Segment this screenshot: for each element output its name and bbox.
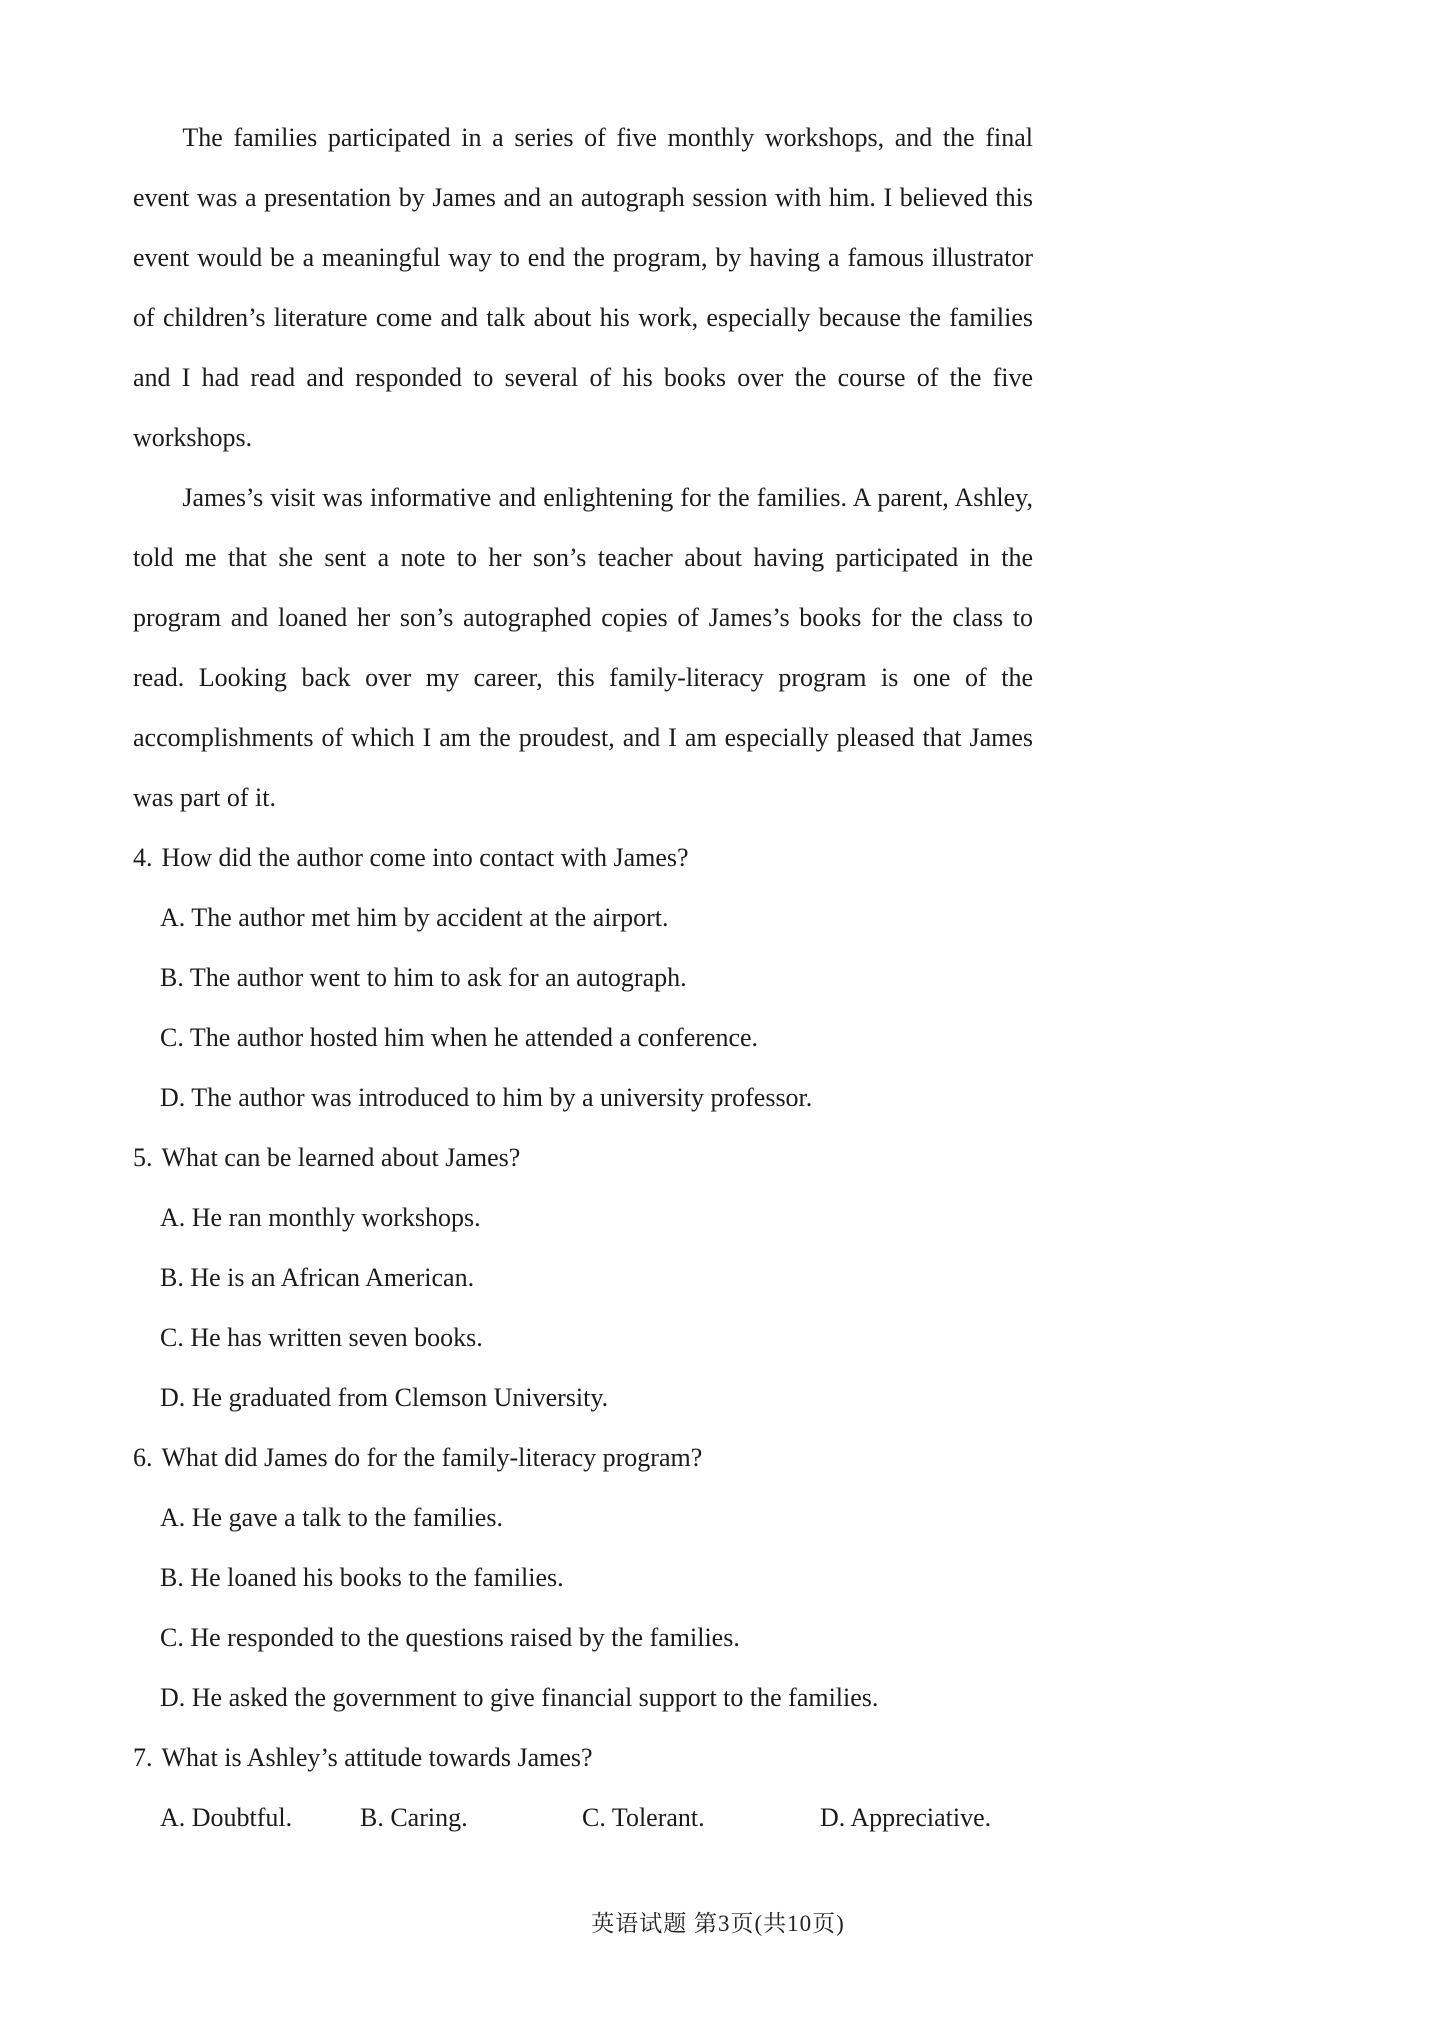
question-5-text: What can be learned about James? (161, 1143, 521, 1172)
question-6-option-c: C. He responded to the questions raised by the families. (160, 1623, 740, 1652)
question-4-option-a: A. The author met him by accident at the airport. (160, 903, 669, 932)
question-6-text: What did James do for the family-literacy program? (161, 1443, 703, 1472)
question-6-number: 6. (133, 1443, 153, 1472)
question-6-stem (133, 1428, 1033, 1488)
question-5-option-a: A. He ran monthly workshops. (160, 1203, 481, 1232)
question-5-number: 5. (133, 1143, 153, 1172)
page-content (133, 108, 1033, 1848)
question-5-stem (133, 1128, 1033, 1188)
question-7-stem (133, 1728, 1033, 1788)
question-5-option-c: C. He has written seven books. (160, 1323, 483, 1352)
question-7-options-row (133, 1788, 1033, 1848)
question-5-option-d: D. He graduated from Clemson University. (160, 1383, 609, 1412)
question-4-option-d: D. The author was introduced to him by a university professor. (160, 1083, 813, 1112)
question-7-option-b: B. Caring. (360, 1803, 468, 1832)
question-5 (133, 1128, 1033, 1428)
passage-paragraph-1: The families participated in a series of five monthly workshops, and the final event was a presentation by James and an autograph session with him. I believed this event would be a meaningful way to end the program, by having a famous illustrator of children’s literature come and talk about his work, especially because the families and I had read and responded to several of his books over the course of the five workshops. (133, 123, 1033, 452)
question-4-number: 4. (133, 843, 153, 872)
passage-paragraph-2: James’s visit was informative and enlightening for the families. A parent, Ashley, told me that she sent a note to her son’s teacher about having participated in the program and loaned her son’s autographed copies of James’s books for the class to read. Looking back over my career, this family-literacy program is one of the accomplishments of which I am the proudest, and I am especially pleased that James was part of it. (133, 483, 1033, 812)
question-7-option-c: C. Tolerant. (582, 1803, 705, 1832)
question-6-option-b: B. He loaned his books to the families. (160, 1563, 564, 1592)
question-4-option-c: C. The author hosted him when he attended a conference. (160, 1023, 759, 1052)
question-4 (133, 828, 1033, 1128)
question-4-stem (133, 828, 1033, 888)
question-7-text: What is Ashley’s attitude towards James? (161, 1743, 593, 1772)
question-6-option-d: D. He asked the government to give financial support to the families. (160, 1683, 879, 1712)
question-7 (133, 1728, 1033, 1848)
question-4-text: How did the author come into contact with James? (161, 843, 689, 872)
question-6-option-a: A. He gave a talk to the families. (160, 1503, 503, 1532)
question-4-option-b: B. The author went to him to ask for an autograph. (160, 963, 687, 992)
question-5-option-b: B. He is an African American. (160, 1263, 475, 1292)
page-footer: 英语试题 第3页(共10页) (591, 1911, 845, 1936)
question-7-option-d: D. Appreciative. (820, 1803, 992, 1832)
question-6 (133, 1428, 1033, 1728)
question-7-number: 7. (133, 1743, 153, 1772)
question-7-option-a: A. Doubtful. (160, 1803, 293, 1832)
